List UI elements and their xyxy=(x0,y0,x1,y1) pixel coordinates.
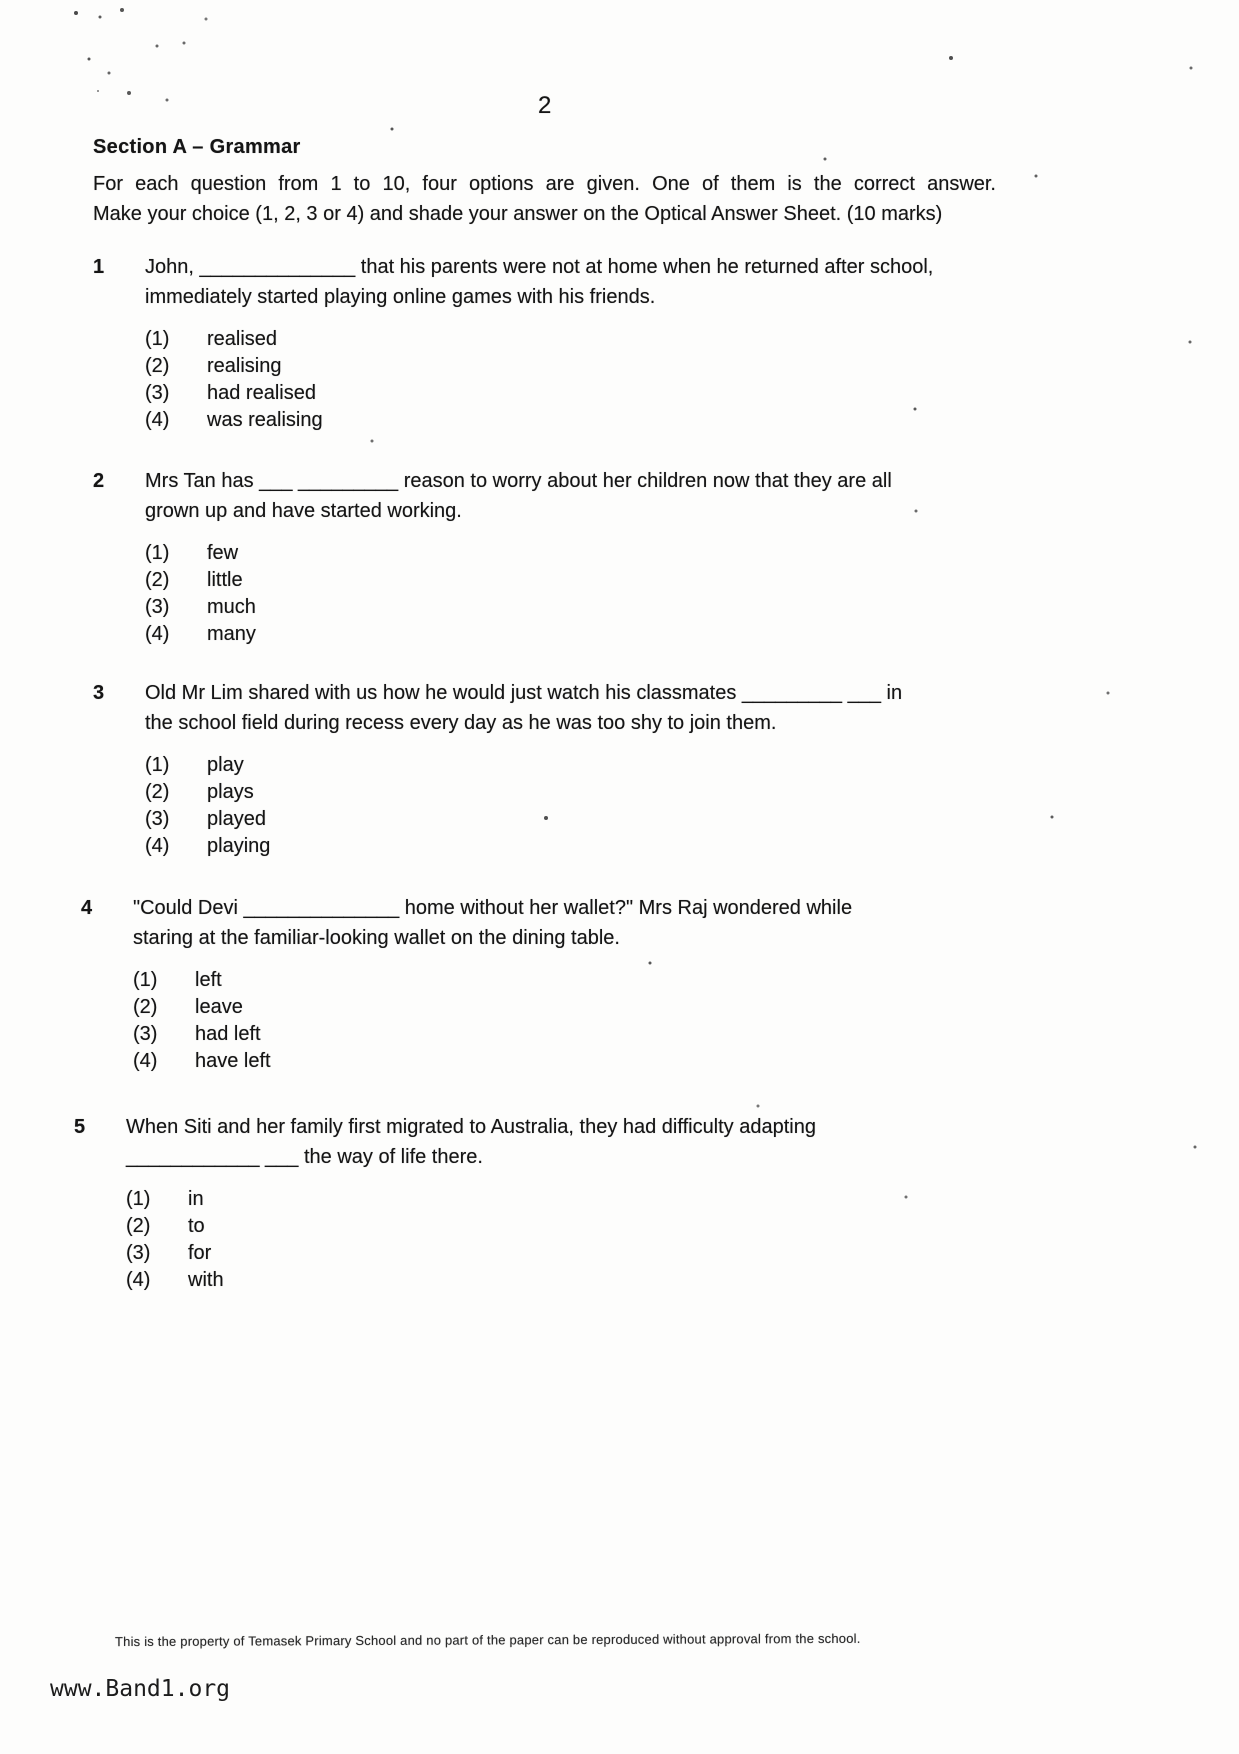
option-row xyxy=(126,1267,1026,1294)
option-number: (3) xyxy=(145,808,170,830)
instructions-line-2: Make your choice (1, 2, 3 or 4) and shade your answer on the Optical Answer Sheet. (10 marks) xyxy=(93,203,943,225)
option-row xyxy=(145,407,1045,434)
option-label: played xyxy=(207,808,266,830)
question-text-line-2: ____________ ___ the way of life there. xyxy=(126,1146,483,1168)
question-4 xyxy=(0,893,1227,1075)
question-text-line-1: Mrs Tan has ___ _________ reason to worry about her children now that they are all xyxy=(145,470,892,492)
option-number: (3) xyxy=(133,1023,158,1045)
option-label: much xyxy=(207,596,256,618)
option-row xyxy=(145,833,1045,860)
question-5 xyxy=(0,1112,1220,1294)
question-text-line-1: John, ______________ that his parents were not at home when he returned after school, xyxy=(145,256,934,278)
option-row xyxy=(145,326,1045,353)
option-row xyxy=(145,621,1045,648)
option-number: (1) xyxy=(133,969,158,991)
question-text-line-2: staring at the familiar-looking wallet on the dining table. xyxy=(133,927,620,949)
option-number: (4) xyxy=(145,623,170,645)
option-number: (1) xyxy=(145,754,170,776)
options-list xyxy=(145,540,1045,648)
option-row xyxy=(145,540,1045,567)
option-label: was realising xyxy=(207,409,323,431)
option-row xyxy=(126,1186,1026,1213)
option-row xyxy=(133,967,1033,994)
question-text-line-2: immediately started playing online games with his friends. xyxy=(145,286,656,308)
question-text xyxy=(145,252,1045,312)
option-label: left xyxy=(195,969,222,991)
option-label: playing xyxy=(207,835,271,857)
option-number: (2) xyxy=(133,996,158,1018)
question-text-line-2: grown up and have started working. xyxy=(145,500,462,522)
question-text-line-2: the school field during recess every day as he was too shy to join them. xyxy=(145,712,777,734)
option-label: for xyxy=(188,1242,212,1264)
question-1 xyxy=(0,252,1239,434)
option-row xyxy=(145,567,1045,594)
option-label: little xyxy=(207,569,243,591)
question-3 xyxy=(0,678,1239,860)
option-label: in xyxy=(188,1188,204,1210)
option-number: (3) xyxy=(126,1242,151,1264)
option-label: had realised xyxy=(207,382,316,404)
option-number: (2) xyxy=(145,355,170,377)
option-label: few xyxy=(207,542,239,564)
section-title: Section A – Grammar xyxy=(93,136,301,158)
option-row xyxy=(133,1021,1033,1048)
option-number: (4) xyxy=(126,1269,151,1291)
option-row xyxy=(126,1213,1026,1240)
instructions-line-1: For each question from 1 to 10, four options are given. One of them is the correct answer. xyxy=(93,173,996,195)
option-row xyxy=(145,752,1045,779)
option-number: (1) xyxy=(126,1188,151,1210)
option-row xyxy=(145,779,1045,806)
footer-copyright-notice: This is the property of Temasek Primary School and no part of the paper can be reproduced without approval from the school. xyxy=(114,1630,861,1650)
option-number: (1) xyxy=(145,328,170,350)
page-number: 2 xyxy=(538,92,552,119)
option-number: (4) xyxy=(145,409,170,431)
option-number: (4) xyxy=(145,835,170,857)
question-text xyxy=(145,466,1045,526)
options-list xyxy=(145,752,1045,860)
option-row xyxy=(133,1048,1033,1075)
question-number: 5 xyxy=(74,1116,86,1138)
question-number: 3 xyxy=(93,682,105,704)
option-label: realising xyxy=(207,355,282,377)
options-list xyxy=(145,326,1045,434)
options-list xyxy=(133,967,1033,1075)
option-label: realised xyxy=(207,328,278,350)
option-row xyxy=(145,353,1045,380)
question-2 xyxy=(0,466,1239,648)
option-row xyxy=(145,806,1045,833)
question-text-line-1: Old Mr Lim shared with us how he would just watch his classmates _________ ___ in xyxy=(145,682,903,704)
option-number: (2) xyxy=(126,1215,151,1237)
option-row xyxy=(145,594,1045,621)
option-number: (3) xyxy=(145,382,170,404)
option-row xyxy=(133,994,1033,1021)
option-label: play xyxy=(207,754,244,776)
option-row xyxy=(145,380,1045,407)
option-row xyxy=(126,1240,1026,1267)
option-number: (4) xyxy=(133,1050,158,1072)
option-label: leave xyxy=(195,996,243,1018)
option-label: with xyxy=(188,1269,224,1291)
question-text-line-1: "Could Devi ______________ home without her wallet?" Mrs Raj wondered while xyxy=(133,897,853,919)
option-number: (2) xyxy=(145,781,170,803)
band1-watermark: www.Band1.org xyxy=(50,1676,231,1702)
question-text xyxy=(133,893,1033,953)
option-number: (2) xyxy=(145,569,170,591)
option-label: have left xyxy=(195,1050,271,1072)
options-list xyxy=(126,1186,1026,1294)
option-label: many xyxy=(207,623,256,645)
option-label: to xyxy=(188,1215,205,1237)
option-label: plays xyxy=(207,781,254,803)
question-number: 1 xyxy=(93,256,105,278)
question-number: 4 xyxy=(81,897,93,919)
option-label: had left xyxy=(195,1023,261,1045)
question-text xyxy=(126,1112,1026,1172)
option-number: (3) xyxy=(145,596,170,618)
option-number: (1) xyxy=(145,542,170,564)
question-number: 2 xyxy=(93,470,105,492)
question-text-line-1: When Siti and her family first migrated to Australia, they had difficulty adapting xyxy=(126,1116,816,1138)
question-text xyxy=(145,678,1045,738)
section-instructions xyxy=(93,169,996,229)
